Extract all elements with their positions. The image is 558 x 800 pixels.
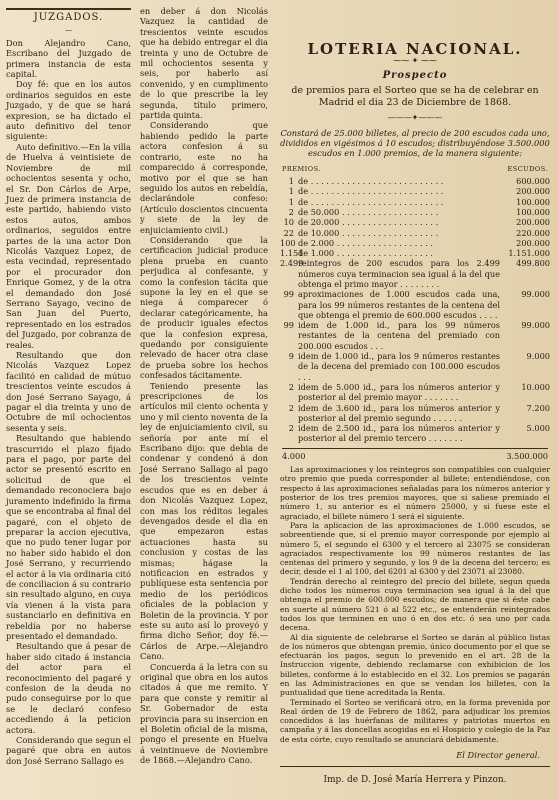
prize-amount: 220.000 [516,227,550,238]
paragraph: Resultando que habiendo trascurrido el plazo fijado para el pago, por parte del actor se presentó escrito en solicitud de que el demandado reconociera bajo juramento indefinido la firma que se encontraba al final del pagaré, con el objeto de preparar la accion ejecutiva, que no pudo tener lugar por no haber sido habido el don José Serrano, y recurriendo el actor á la via ordinaria citó de conciliacion á su contrario sin resultado alguno, en cuya vía vienen á la vista para sustanciarlo en definitiva en rebeldía por no haberse presentado el demandado. [6,433,131,641]
paragraph: Las aproximaciones y los reintegros son compatibles con cualquier otro premio que pueda corresponder al billete; entendiéndose, con respecto á las aproximaciones señaladas para los números anterior y posterior de los tres premios mayores, que si saliese premiado el número 1, su anterior es el número 25000, y si fuese este el agraciado, el billete número 1 será el siguiente. [280,465,550,521]
prize-count: 2 [288,423,294,434]
prize-row [280,423,550,444]
prize-row [280,403,550,424]
ornament: ———✦——— [387,113,443,123]
prize-amount: 10.000 [521,381,550,392]
lottery-title: LOTERIA NACIONAL. [307,40,523,58]
prize-count: 22 [283,227,294,238]
prize-description: de . . . . . . . . . . . . . . . . . . . . . . . . . . [298,196,444,207]
prize-amount: 200.000 [516,186,550,197]
col-escudos: ESCUDOS. [507,164,548,173]
prize-count: 2 [288,402,294,413]
prize-row [280,382,550,403]
total-count: 4.000 [282,450,306,461]
total-amount: 3.500.000 [506,450,548,461]
prize-amount: 200.000 [516,217,550,228]
prize-row [280,258,550,289]
prize-count: 2 [288,206,294,217]
prize-row [280,228,550,238]
prize-description: idem de 3.600 id., para los números anterior y posterior al del premio segundo . . . . . . [298,402,500,423]
prospecto-intro: Constará de 25.000 billetes, al precio de 200 escudos cada uno, divididos en vigésimos á 10 escudos; distribuyéndose 3.500.000 escudos en 1.000 premios, de la manera siguiente: [280,127,550,158]
prize-description: de 1.000 . . . . . . . . . . . . . . . . . . . [298,248,434,259]
prize-description: de 50.000 . . . . . . . . . . . . . . . . . . . [298,206,439,217]
paragraph: Don Alejandro Cano, Escribano del Juzgado de primera instancia de esta capital. [6,37,131,80]
paragraph: Considerando que habiendo pedido la parte actora confesion á su contrario, este no ha comparecido á corresponde, motivo por el que se han seguido los autos en rebeldía, declarándole confeso: (Artículo doscientos cincuenta y siete de la ley de enjuiciamiento civil.) [140,120,268,235]
paragraph: Considerando que la certificacion judicial produce plena prueba en cuanto perjudica al confesante, y como la confesion tácita que supone la ley en el que se niega á comparecer ó declarar categóricamente, ha de producir iguales efectos que la confesion expresa, quedando por consiguiente relevado de hacer otra clase de prueba sobre los hechos confesados tácitamente. [140,234,268,381]
prize-row [280,351,550,382]
prize-row [280,320,550,351]
prize-count: 99 [283,289,294,300]
prize-description: aproximaciones de 1.000 escudos cada una, para los 99 números restantes de la centena del que obtenga el premio de 600.000 escudos . . . . [298,289,500,320]
prize-amount: 9.000 [526,351,550,362]
prize-amount: 100.000 [516,196,550,207]
paragraph: Doy fé: que en los autos ordinarios seguidos en este Juzgado, y de que se hará expresion, se ha dictado el auto definitivo del tenor siguiente: [6,79,131,142]
prize-amount: 200.000 [516,237,550,248]
ornament: ⁓⁓ ✦ ⁓⁓ [393,56,437,66]
prize-count: 2.499 [280,258,304,269]
prize-amount: 99.000 [521,320,550,331]
paragraph: Terminado el Sorteo se verificará otro, en la forma prevenida por Real órden de 19 de Febrero de 1862, para adjudicar los premios concedidos á las huérfanas de militares y patriotas muertos en campaña y á las doncellas acogidas en el Hospicio y colegio de la Paz de esta córte, cuyo resultado se anunciará debidamente. [280,697,550,744]
prize-count: 100 [280,237,296,248]
paragraph: Resultando que á pesar de haber sido citado á instancia del actor para el reconocimiento del pagaré y confesion de la deuda no pudo conseguirse por lo que se le declaró confeso accediendo á la peticion actora. [6,641,131,735]
prize-row [280,176,550,186]
paragraph: Al dia siguiente de celebrarse el Sorteo se darán al público listas de los números que obtengan premio, único documento por el que se efectuarán los pagos, segun lo prevenido en el art. 28 de la Instruccion vigente, debiendo reclamarse con exhibicion de los billetes, conforme á lo establecido en el 32. Los premios se pagarán en las Administraciones en que se vendan los billetes, con la puntualidad que tiene acreditada la Renta. [280,632,550,698]
prospecto-heading: Prospecto [382,69,448,81]
prize-amount: 100.000 [516,206,550,217]
prize-amount: 600.000 [516,176,550,187]
prize-description: idem de 1.000 id., para los 9 números restantes de la decena del premiado con 100.000 escudos . . . [298,351,500,382]
prize-description: de . . . . . . . . . . . . . . . . . . . . . . . . . . [298,176,444,187]
paragraph: Concuerda á la letra con su original que obra en los autos citados á que me remito. Y para que conste y remitir al Sr. Gobernador de esta provincia para su insercion en el Boletin oficial de la misma, pongo el presente en Huelva á veintinueve de Noviembre de 1868.—Alejandro Cano. [140,661,268,766]
bottom-rule [280,766,550,767]
prize-row [280,207,550,217]
prize-description: de 2.000 . . . . . . . . . . . . . . . . . . . [298,237,434,248]
paragraph: Auto definitivo.—En la villa de Huelva á veintisiete de Noviembre de mil ochocientos sesenta y ocho, el Sr. Don Cárlos de Arpe, Juez de primera instancia de este partido, habiendo visto estos autos, ambos ordinarios, seguidos entre partes de la una actor Don Nicolás Vazquez Lopez, de esta vecindad, representado por el procurador don Enrique Gomez, y de la otra el demandado don José Serrano Sayago, vecino de San Juan del Puerto, representado en los estrados del Juzgado, por cobranza de reales. [6,141,131,350]
prize-amount: 7.200 [526,402,550,413]
prize-row [280,197,550,207]
column-juzgados-cont [140,6,268,766]
prize-count: 10 [283,217,294,228]
column-loteria [280,6,550,786]
paragraph: Para la aplicacion de las aproximaciones de 1.000 escudos, se sobreentiende que, si el premio mayor corresponde por ejemplo al número 5, el segundo el 6300 y el tercero al 23075 se consideran agraciados respectivamente los 99 números restantes de las centenas del primero y segundo, y los 9 de la decena del tercero; es decir, desde el 1 al 100, del 6201 al 6300 y del 23071 al 23080. [280,520,550,577]
prize-count: 1 [288,176,294,187]
prize-row [280,289,550,320]
signature: El Director general. [456,750,540,761]
imprint: Imp. de D. José María Herrera y Pinzon. [323,775,507,786]
prize-row [280,248,550,258]
prize-list [280,176,550,444]
paragraph: Tendrán derecho al reintegro del precio del billete, segun queda dicho todos los números cuya terminacion sea igual á la del que obtenga el premio de 600.000 escudos; de manera que si éste cabe en suerte al número 521 ó al 522 etc., se entenderán reintegrados todos los que terminen en uno ó en dos etc. ó sea uno por cada decena. [280,576,550,633]
paragraph: Teniendo presente las prescripciones de los artículos mil ciento ochenta y uno y mil ciento noventa de la ley de enjuiciamiento civil, su señoría por ante mí el Escribano dijo: que debia de condenar y condenó á don José Serrano Sallago al pago de los trescientos veinte escudos que es en deber á don Nicolás Vazquez Lopez, con mas los réditos legales devengados desde el dia en que empezaron estas actuaciones hasta su conclusion y costas de las mismas; hágase la notificacion en estrados y publíquese esta sentencia por medio de los periódicos oficiales de la poblacion y Boletin de la provincia. Y por este su auto así lo proveyó y firma dicho Señor, doy fé.—Cárlos de Arpe.—Alejandro Cano. [140,380,268,662]
prize-amount: 499.800 [516,258,550,269]
prize-count: 99 [283,320,294,331]
paragraph: Resultando que don Nicolás Vazquez Lopez facilitó en calidad de mútuo trescientos veinte escudos á don José Serrano Sayago, á pagar el dia treinta y uno de Octubre de mil ochocientos sesenta y seis. [6,350,131,433]
prize-description: de . . . . . . . . . . . . . . . . . . . . . . . . . . [298,186,444,197]
prize-amount: 1.151.000 [508,248,550,259]
paragraph: en deber á don Nicolás Vazquez la cantidad de trescientos veinte escudos que ha debido entregar el dia treinta y uno de Octubre de mil ochocientos sesenta y seis, por haberlo así convenido, y en cumplimento de lo que prescribe la ley segunda, título primero, partida quinta. [140,6,268,121]
prospecto-subtitle: de premios para el Sorteo que se ha de celebrar en Madrid el dia 23 de Diciembre de 1868. [291,85,539,109]
prize-count: 1 [288,186,294,197]
prize-description: de 20.000 . . . . . . . . . . . . . . . . . . . [298,217,439,228]
prize-count: 1.151 [280,248,304,259]
prize-description: idem de 1.000 id., para los 99 números restantes de la centena del premiado con 200.000 escudos . . . [298,320,500,351]
prize-description: de 10.000 . . . . . . . . . . . . . . . . . . . [298,227,439,238]
prize-total [282,448,548,461]
prize-amount: 5.000 [526,423,550,434]
prize-row [280,238,550,248]
prize-row [280,217,550,227]
ornament-dash: — [65,26,72,35]
prize-description: idem de 5.000 id., para los números anterior y posterior al del premio mayor . . . . . . . [298,381,500,403]
col-premios: PREMIOS. [282,164,321,173]
prize-row [280,186,550,196]
prize-description: idem de 2.500 id., para los números anterior y posterior al del premio tercero . . . . . . . [298,423,500,444]
prize-description: reintegros de 200 escudos para los 2.499 números cuya terminacion sea igual á la del que obtenga el primo mayor . . . . . . . . [298,258,500,289]
paragraph: Considerando que segun el pagaré que obra en autos don José Serrano Sallago es [6,735,131,766]
prize-table-header [282,164,548,174]
prize-amount: 99.000 [521,289,550,300]
prize-count: 9 [288,351,294,362]
column-juzgados [6,6,131,766]
top-rule [6,8,131,10]
prize-count: 1 [288,196,294,207]
prize-count: 2 [288,381,294,392]
section-heading: JUZGADOS. [33,12,104,23]
